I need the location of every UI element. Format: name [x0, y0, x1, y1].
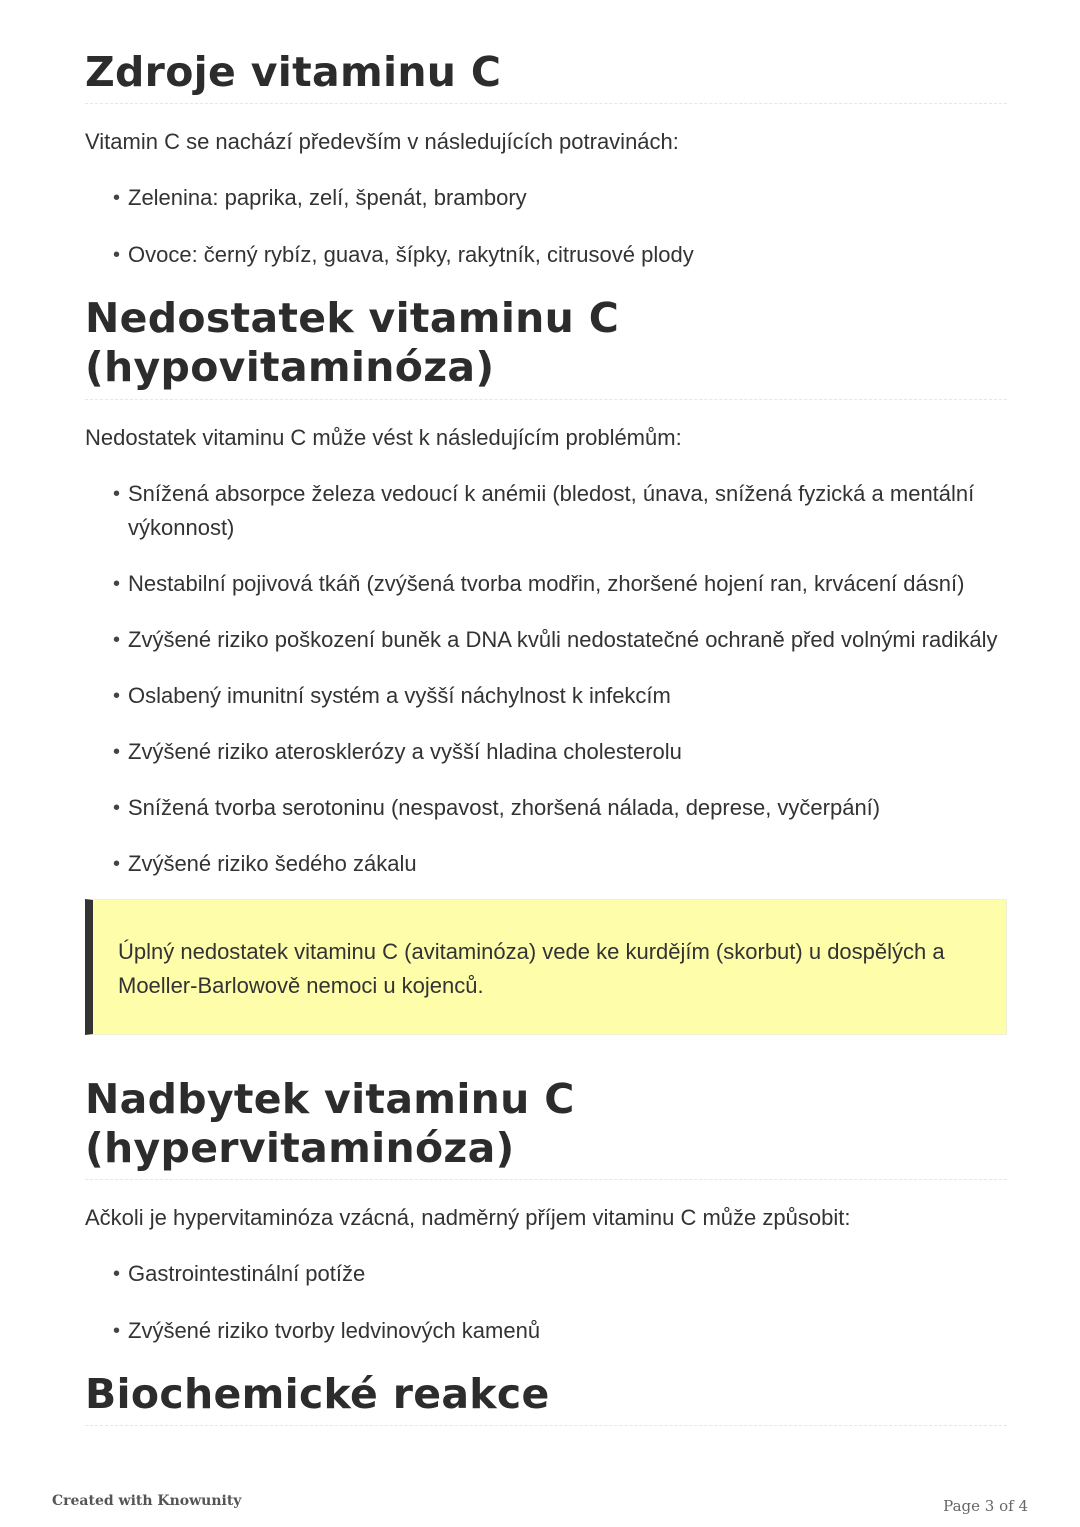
list-item: • Gastrointestinální potíže [113, 1257, 1007, 1291]
callout-text: Úplný nedostatek vitaminu C (avitaminóza) vede ke kurdějím (skorbut) u dospělých a Moeller-Barlowově nemoci u kojenců. [118, 938, 945, 998]
list-item: • Zvýšené riziko tvorby ledvinových kamenů [113, 1314, 1007, 1348]
list-item: • Zvýšené riziko aterosklerózy a vyšší hladina cholesterolu [113, 735, 1007, 769]
list-item: • Oslabený imunitní systém a vyšší náchylnost k infekcím [113, 679, 1007, 713]
list-item: • Ovoce: černý rybíz, guava, šípky, rakytník, citrusové plody [113, 238, 1007, 272]
list-item: • Snížená tvorba serotoninu (nespavost, zhoršená nálada, deprese, vyčerpání) [113, 791, 1007, 825]
footer-created-with: Created with Knowunity [52, 1493, 242, 1509]
document-page [85, 0, 1007, 1426]
section-title-nedostatek: Nedostatek vitaminu C (hypovitaminóza) [85, 294, 1007, 399]
section-intro: Nedostatek vitaminu C může vést k následujícím problémům: [85, 424, 682, 450]
list-item: • Zvýšené riziko šedého zákalu [113, 847, 1007, 881]
section-title-biochemicke: Biochemické reakce [85, 1370, 1007, 1426]
section-intro: Vitamin C se nachází především v následujících potravinách: [85, 129, 679, 155]
list-item: • Zelenina: paprika, zelí, špenát, brambory [113, 181, 1007, 215]
bullet-list [85, 477, 1007, 881]
callout-note [85, 899, 1007, 1035]
section-title-nadbytek: Nadbytek vitaminu C (hypervitaminóza) [85, 1075, 1007, 1180]
section-intro: Ačkoli je hypervitaminóza vzácná, nadměrný příjem vitaminu C může způsobit: [85, 1204, 851, 1230]
list-item: • Nestabilní pojivová tkáň (zvýšená tvorba modřin, zhoršené hojení ran, krvácení dásní) [113, 567, 1007, 601]
bullet-list [85, 181, 1007, 272]
section-title-zdroje: Zdroje vitaminu C [85, 48, 1007, 104]
list-item: • Zvýšené riziko poškození buněk a DNA kvůli nedostatečné ochraně před volnými radikály [113, 623, 1007, 657]
bullet-list [85, 1257, 1007, 1348]
list-item: • Snížená absorpce železa vedoucí k anémii (bledost, únava, snížená fyzická a mentální výkonnost) [113, 477, 1007, 545]
footer-page-number: Page 3 of 4 [943, 1497, 1028, 1515]
